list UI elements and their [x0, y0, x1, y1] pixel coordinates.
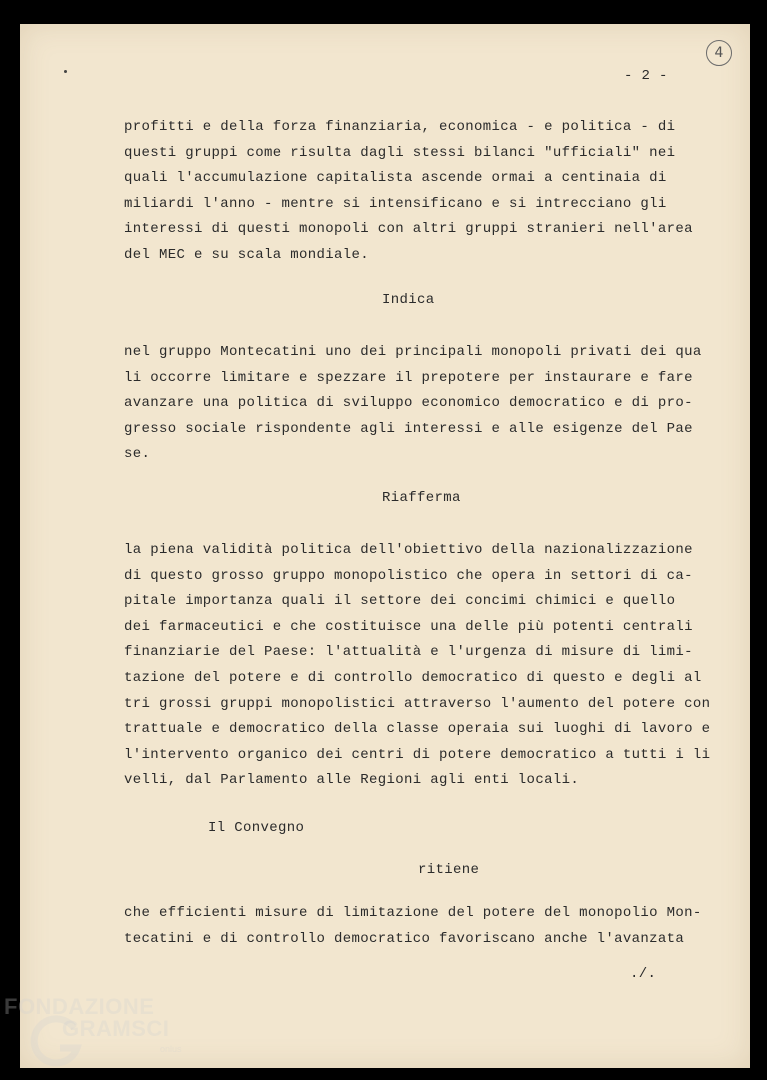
- continuation-mark: ./.: [630, 966, 657, 982]
- paragraph-4: [124, 901, 724, 952]
- watermark-line-2: GRAMSCI: [62, 1016, 170, 1041]
- text-line: avanzare una politica di sviluppo economico democratico e di pro-: [124, 395, 693, 412]
- watermark-logo: [4, 994, 194, 1078]
- text-line: l'intervento organico dei centri di potere democratico a tutti i li: [124, 746, 711, 763]
- text-line: tri grossi gruppi monopolistici attraverso l'aumento del potere con: [124, 695, 711, 712]
- text-line: miliardi l'anno - mentre si intensificano e si intrecciano gli: [124, 195, 667, 212]
- text-line: finanziarie del Paese: l'attualità e l'urgenza di misure di limi-: [124, 644, 693, 661]
- paragraph-3: [124, 538, 724, 794]
- text-line: gresso sociale rispondente agli interessi e alle esigenze del Pae: [124, 420, 693, 437]
- text-line: velli, dal Parlamento alle Regioni agli enti locali.: [124, 772, 580, 789]
- text-line: tazione del potere e di controllo democratico di questo e degli al: [124, 669, 702, 686]
- heading-riafferma: Riafferma: [382, 490, 461, 506]
- text-line: questi gruppi come risulta dagli stessi bilanci "ufficiali" nei: [124, 144, 676, 161]
- text-line: tecatini e di controllo democratico favoriscano anche l'avanzata: [124, 930, 685, 947]
- text-line: la piena validità politica dell'obiettivo della nazionalizzazione: [124, 542, 693, 558]
- heading-indica: Indica: [382, 292, 435, 308]
- watermark-suffix: onlus: [160, 1044, 182, 1054]
- typewritten-page: [20, 24, 750, 1068]
- heading-convegno: Il Convegno: [208, 820, 305, 836]
- paragraph-1: [124, 115, 724, 269]
- text-line: di questo grosso gruppo monopolistico che opera in settori di ca-: [124, 567, 693, 584]
- text-line: che efficienti misure di limitazione del potere del monopolio Mon-: [124, 905, 702, 921]
- archive-page-mark: 4: [706, 40, 732, 66]
- paragraph-2: [124, 340, 724, 468]
- heading-ritiene: ritiene: [418, 862, 480, 878]
- page-number: - 2 -: [624, 68, 668, 84]
- text-line: profitti e della forza finanziaria, economica - e politica - di: [124, 119, 676, 135]
- text-line: se.: [124, 446, 151, 463]
- text-line: trattuale e democratico della classe operaia sui luoghi di lavoro e: [124, 721, 711, 738]
- text-line: del MEC e su scala mondiale.: [124, 246, 370, 263]
- text-line: interessi di questi monopoli con altri gruppi stranieri nell'area: [124, 221, 693, 238]
- text-line: dei farmaceutici e che costituisce una delle più potenti centrali: [124, 618, 693, 635]
- text-line: nel gruppo Montecatini uno dei principali monopoli privati dei qua: [124, 344, 702, 360]
- text-line: li occorre limitare e spezzare il prepotere per instaurare e fare: [124, 369, 693, 386]
- text-line: quali l'accumulazione capitalista ascende ormai a centinaia di: [124, 170, 667, 187]
- ink-speck: [64, 70, 67, 73]
- text-line: pitale importanza quali il settore dei concimi chimici e quello: [124, 593, 676, 610]
- watermark-line-1: FONDAZIONE: [4, 994, 155, 1019]
